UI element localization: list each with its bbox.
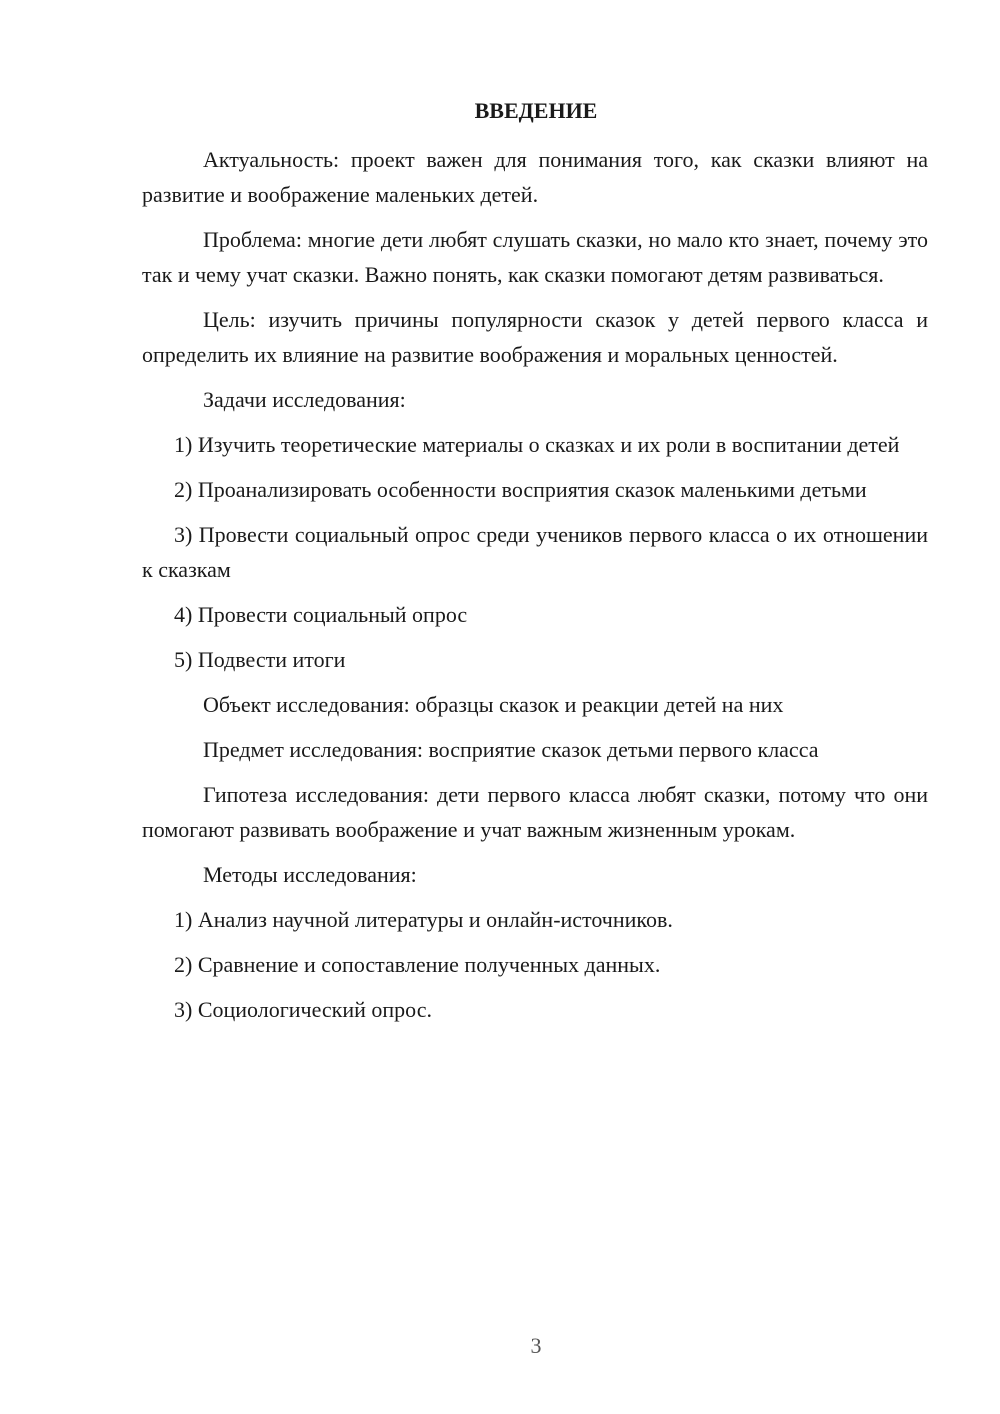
goal-paragraph: Цель: изучить причины популярности сказок у детей первого класса и определить их влияние на развитие воображения и моральных ценностей.: [142, 307, 928, 367]
task-item: 3) Провести социальный опрос среди учеников первого класса о их отношении к сказкам: [142, 522, 928, 582]
task-item: 1) Изучить теоретические материалы о сказках и их роли в воспитании детей: [174, 432, 900, 457]
subject-paragraph: Предмет исследования: восприятие сказок детьми первого класса: [203, 737, 819, 762]
task-item: 4) Провести социальный опрос: [174, 602, 468, 627]
methods-heading: Методы исследования:: [203, 862, 417, 887]
tasks-heading: Задачи исследования:: [203, 387, 406, 412]
task-item: 5) Подвести итоги: [174, 647, 346, 672]
relevance-paragraph: Актуальность: проект важен для понимания того, как сказки влияют на развитие и воображение маленьких детей.: [142, 147, 928, 207]
object-paragraph: Объект исследования: образцы сказок и реакции детей на них: [203, 692, 784, 717]
task-item: 2) Проанализировать особенности восприятия сказок маленькими детьми: [174, 477, 867, 502]
page-number: 3: [530, 1333, 542, 1358]
method-item: 1) Анализ научной литературы и онлайн-источников.: [174, 907, 673, 932]
problem-paragraph: Проблема: многие дети любят слушать сказки, но мало кто знает, почему это так и чему учат сказки. Важно понять, как сказки помогают детям развиваться.: [142, 227, 928, 287]
page-title: ВВЕДЕНИЕ: [474, 98, 598, 123]
method-item: 2) Сравнение и сопоставление полученных данных.: [174, 952, 661, 977]
page-content: [142, 96, 928, 1037]
hypothesis-paragraph: Гипотеза исследования: дети первого класса любят сказки, потому что они помогают развивать воображение и учат важным жизненным урокам.: [142, 782, 928, 842]
method-item: 3) Социологический опрос.: [174, 997, 432, 1022]
